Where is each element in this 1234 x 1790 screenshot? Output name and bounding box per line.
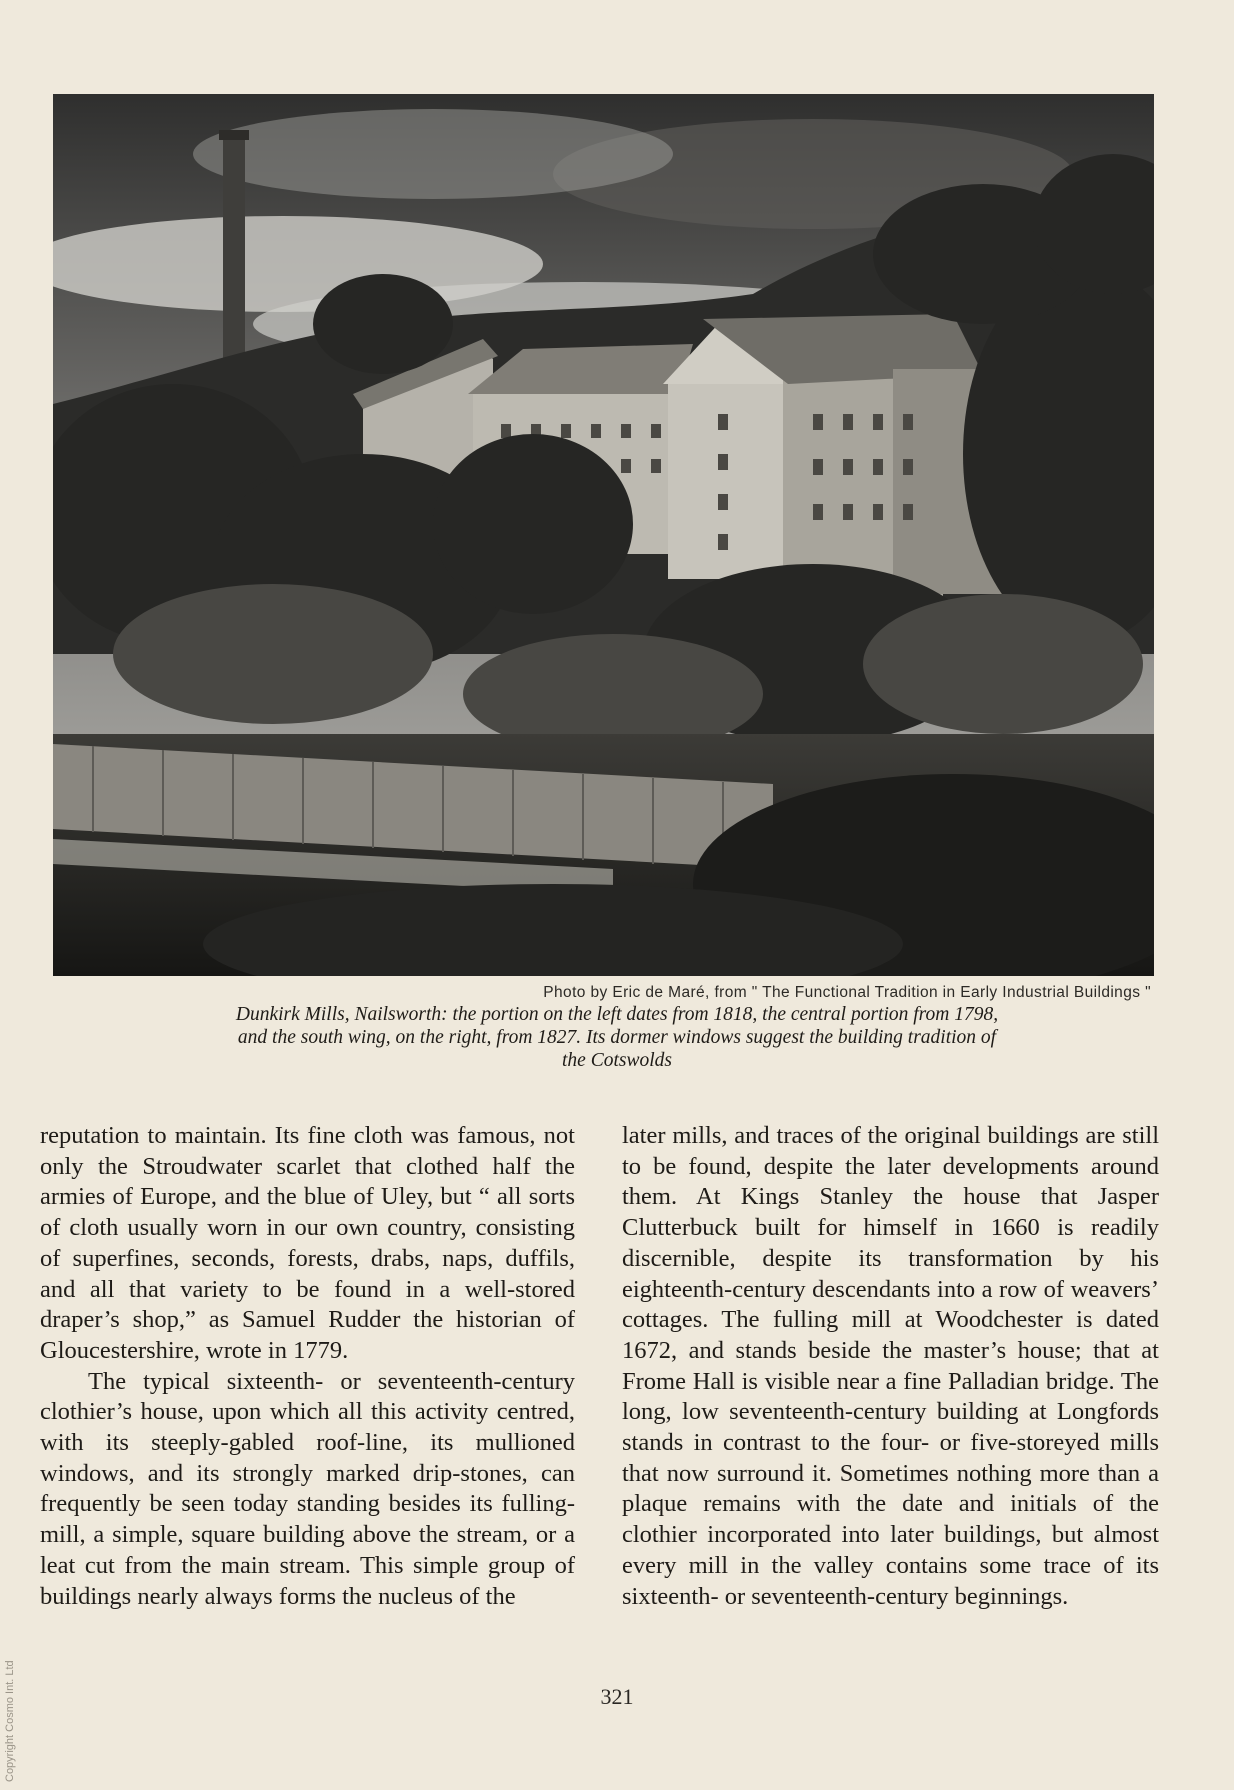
photo-caption [90, 1003, 1144, 1072]
caption-line: and the south wing, on the right, from 1827. Its dormer windows suggest the building tradition of [237, 1027, 997, 1048]
caption-line: the Cotswolds [562, 1050, 672, 1071]
photo-credit: Photo by Eric de Maré, from " The Functional Tradition in Early Industrial Buildings " [543, 984, 1151, 1001]
paragraph: later mills, and traces of the original buildings are still to be found, despite the later developments around them. At Kings Stanley the house that Jasper Clutterbuck built for himself in 1660 is readily discernible, despite its transformation by his eighteenth-century descendants into a row of weavers’ cottages. The fulling mill at Woodchester is dated 1672, and stands beside the master’s house; that at Frome Hall is visible near a fine Palladian bridge. The long, low seventeenth-century building at Longfords stands in contrast to the four- or five-storeyed mills that now surround it. Sometimes nothing more than a plaque remains with the date and initials of the clothier incorporated into later buildings, but almost every mill in the valley contains some trace of its sixteenth- or seventeenth-century beginnings. [622, 1122, 1159, 1610]
copyright-text: Copyright Cosmo Int. Ltd [4, 1660, 16, 1782]
page-number: 321 [600, 1684, 634, 1709]
paragraph: The typical sixteenth- or seventeenth-century clothier’s house, upon which all this activity centred, with its steeply-gabled roof-line, its mullioned windows, and its strongly marked drip-stones, can frequently be seen today standing besides its fulling-mill, a simple, square building above the stream, or a leat cut from the main stream. This simple group of buildings nearly always forms the nucleus of the [40, 1367, 575, 1610]
caption-line: Dunkirk Mills, Nailsworth: the portion on the left dates from 1818, the central portion from 1798, [235, 1004, 999, 1025]
mill-photograph [53, 94, 1154, 976]
paragraph: reputation to maintain. Its fine cloth was famous, not only the Stroudwater scarlet that clothed half the armies of Europe, and the blue of Uley, but “ all sorts of cloth usually worn in our own country, consisting of superfines, seconds, forests, drabs, naps, duffils, and all that variety to be found in a well-stored draper’s shop,” as Samuel Rudder the historian of Gloucestershire, wrote in 1779. [40, 1122, 575, 1364]
copyright-watermark [4, 1598, 24, 1782]
right-column [622, 1121, 1159, 1612]
left-column [40, 1121, 575, 1612]
